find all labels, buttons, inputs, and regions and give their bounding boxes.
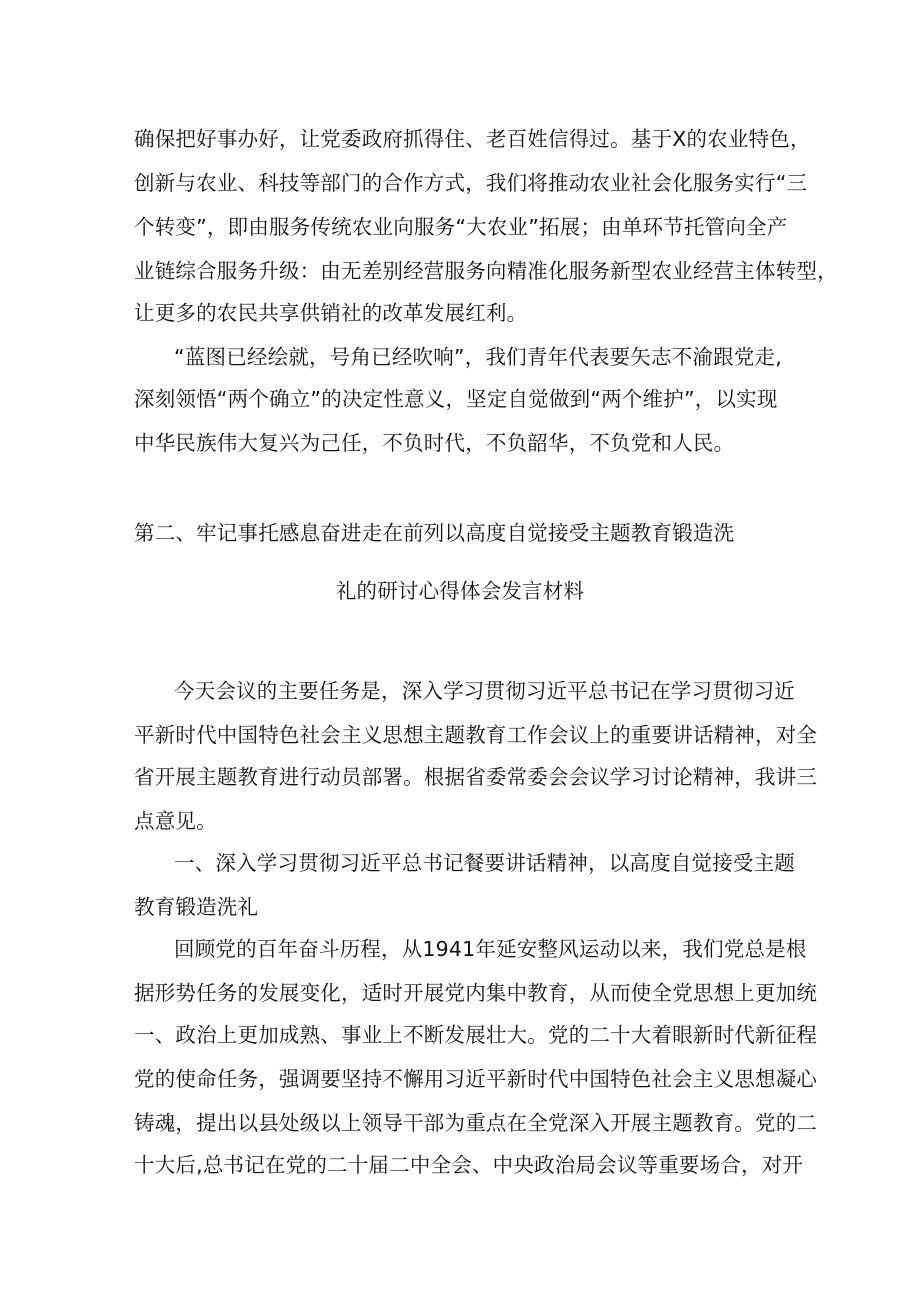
section-title: 第二、牢记事托感息奋进走在前列以高度自觉接受主题教育锻造洗	[134, 521, 735, 545]
paragraph-line: 平新时代中国特色社会主义思想主题教育工作会议上的重要讲话精神，对全	[134, 723, 818, 747]
paragraph-line: 今天会议的主要任务是，深入学习贯彻习近平总书记在学习贯彻习近	[174, 679, 795, 703]
paragraph-line: 党的使命任务，强调要坚持不懈用习近平新时代中国特色社会主义思想凝心	[134, 1067, 818, 1091]
paragraph-line: 深刻领悟“两个确立”的决定性意义，坚定自觉做到“两个维护”，以实现	[134, 387, 778, 411]
paragraph-line: 个转变”，即由服务传统农业向服务“大农业”拓展；由单环节托管向全产	[134, 215, 788, 239]
paragraph-line: 业链综合服务升级：由无差别经营服务向精准化服务新型农业经营主体转型，	[134, 259, 838, 283]
paragraph-line: 铸魂，提出以县处级以上领导干部为重点在全党深入开展主题教育。党的二	[134, 1111, 818, 1135]
paragraph-line: 省开展主题教育进行动员部署。根据省委常委会会议学习讨论精神，我讲三	[134, 765, 818, 789]
heading-line: 教育锻造洗礼	[134, 895, 259, 919]
paragraph-line: 中华民族伟大复兴为己任，不负时代，不负韶华，不负党和人民。	[134, 431, 735, 455]
paragraph-line: 一、政治上更加成熟、事业上不断发展壮大。党的二十大着眼新时代新征程	[134, 1023, 818, 1047]
paragraph-line: 回顾党的百年奋斗历程，从1941年延安整风运动以来，我们党总是根	[174, 937, 807, 961]
paragraph-line: “蓝图已经绘就，号角已经吹响”，我们青年代表要矢志不渝跟党走,	[174, 345, 782, 369]
heading-line: 一、深入学习贯彻习近平总书记餐要讲话精神，以高度自觉接受主题	[174, 851, 795, 875]
paragraph-line: 创新与农业、科技等部门的合作方式，我们将推动农业社会化服务实行“三	[134, 171, 808, 195]
paragraph-line: 点意见。	[134, 809, 217, 833]
paragraph-line: 确保把好事办好，让党委政府抓得住、老百姓信得过。基于X的农业特色，	[134, 127, 811, 151]
paragraph-line: 据形势任务的发展变化，适时开展党内集中教育，从而使全党思想上更加统	[134, 981, 818, 1005]
paragraph-line: 十大后,总书记在党的二十届二中全会、中央政治局会议等重要场合，对开	[134, 1153, 804, 1177]
paragraph-line: 让更多的农民共享供销社的改革发展红利。	[134, 301, 528, 325]
section-subtitle: 礼的研讨心得体会发言材料	[335, 579, 585, 603]
